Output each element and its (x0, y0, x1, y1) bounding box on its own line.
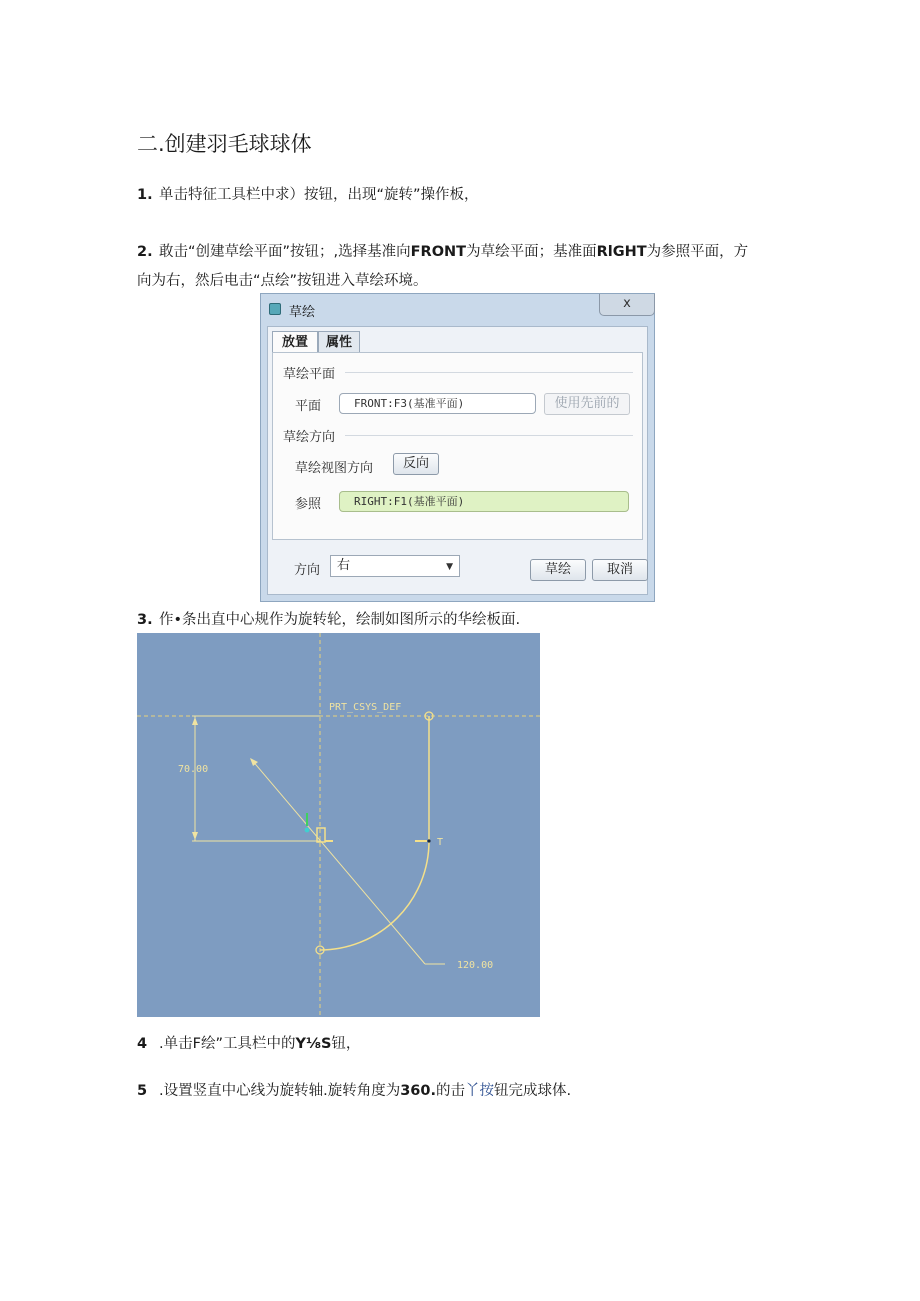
dialog-body (267, 326, 648, 595)
step-5-accent: 丫按 (465, 1083, 494, 1099)
reference-field[interactable]: RIGHT:F1(基准平面) (339, 491, 629, 512)
orientation-group-label: 草绘方向 (283, 430, 336, 445)
dialog-title: 草绘 (289, 305, 316, 320)
step-5-number: 5 (137, 1083, 148, 1099)
step-4-text-post: 钮， (331, 1036, 361, 1052)
dim-radius-value: 120.00 (457, 960, 494, 971)
step-4-bold: Y⅛S (295, 1036, 332, 1052)
chevron-down-icon: ▼ (446, 562, 453, 572)
close-button[interactable]: x (599, 294, 655, 316)
direction-select[interactable] (330, 555, 460, 577)
step-5-text-pre: .设置竖直中心线为旋转轴.旋转角度为 (159, 1083, 401, 1099)
step-2-right: RlGHT (596, 244, 647, 260)
step-3 (137, 605, 520, 635)
reference-label: 参照 (295, 497, 322, 512)
step-4 (137, 1029, 360, 1059)
group-divider (345, 435, 633, 436)
origin-marker (317, 828, 325, 842)
tangent-point (427, 839, 430, 842)
radius-dimension-line (251, 759, 425, 964)
dim-arrow-down (192, 832, 198, 840)
step-4-text-pre: .单击F绘”工具栏中的 (159, 1036, 296, 1052)
step-2-text-post: 为参照平面，方 (646, 244, 749, 260)
tangent-mark: T (437, 837, 444, 848)
sketch-plane-group-label: 草绘平面 (283, 367, 336, 382)
dim-vertical-value: 70.00 (178, 764, 209, 775)
dim-arrow-up (192, 717, 198, 725)
sketch-app-icon (269, 303, 281, 315)
plane-label: 平面 (295, 399, 322, 414)
tab-properties[interactable]: 属性 (318, 331, 360, 353)
step-3-text: 作•条出直中心规作为旋转轮，绘制如图所示的华绘板面. (159, 612, 521, 628)
step-2-line-1 (137, 237, 748, 267)
step-2-number: 2. (137, 244, 153, 260)
step-5 (137, 1076, 571, 1106)
sketch-dialog (260, 293, 655, 602)
cancel-button[interactable]: 取消 (592, 559, 648, 581)
step-1 (137, 180, 479, 210)
step-2-text-mid: 为草绘平面；基准面 (466, 244, 597, 260)
step-2-line-2: 向为右，然后电击“点绘”按钮进入草绘环境。 (137, 273, 428, 289)
step-5-text-mid: 的击 (436, 1083, 465, 1099)
view-direction-label: 草绘视图方向 (295, 461, 374, 476)
step-3-number: 3. (137, 612, 153, 628)
csys-label: PRT_CSYS_DEF (329, 702, 402, 713)
dialog-title-bar (261, 294, 654, 324)
step-2-text-pre: 敢击“创建草绘平面”按钮；,选择基准向 (159, 244, 411, 260)
step-1-number: 1. (137, 187, 153, 203)
sketch-button[interactable]: 草绘 (530, 559, 586, 581)
sketch-viewport (137, 633, 540, 1017)
use-previous-button[interactable]: 使用先前的 (544, 393, 630, 415)
profile-arc (320, 841, 429, 950)
sketch-canvas (137, 633, 540, 1017)
step-4-number: 4 (137, 1036, 148, 1052)
direction-label: 方向 (294, 563, 321, 578)
direction-value: 右 (337, 558, 351, 573)
radius-arrow (250, 758, 258, 766)
axis-y-icon (305, 828, 310, 833)
step-2-front: FRONT (410, 244, 467, 260)
placement-panel (272, 352, 643, 540)
tab-placement[interactable]: 放置 (272, 331, 318, 353)
group-divider (345, 372, 633, 373)
step-5-text-post: 钮完成球体. (494, 1083, 572, 1099)
plane-field[interactable]: FRONT:F3(基准平面) (339, 393, 536, 414)
section-heading: 二.创建羽毛球球体 (137, 132, 312, 156)
flip-button[interactable]: 反向 (393, 453, 439, 475)
step-1-text: 单击特征工具栏中求）按钮，出现“旋转”操作板， (159, 187, 479, 203)
step-5-angle: 360. (400, 1083, 436, 1099)
